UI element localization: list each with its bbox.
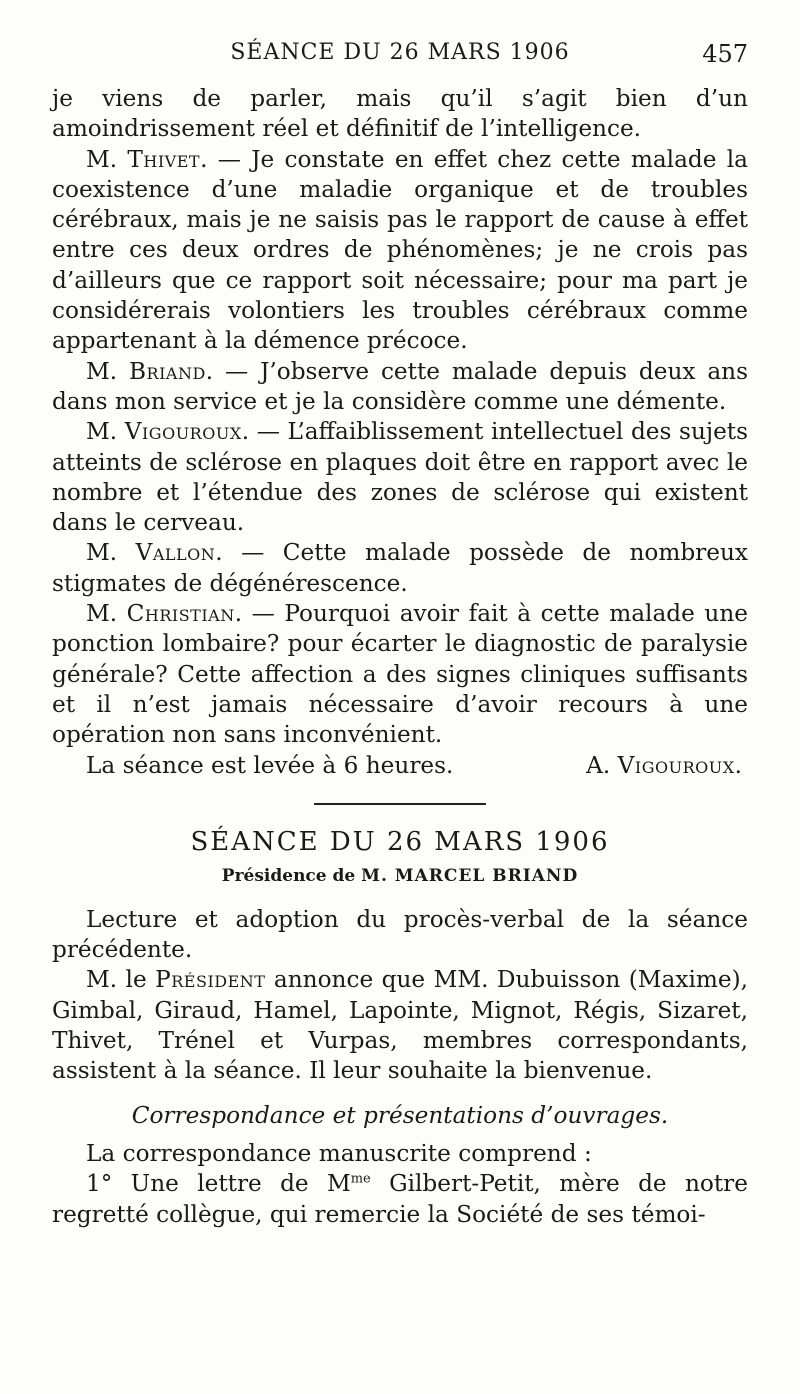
paragraph-president — [52, 965, 748, 1086]
speaker-name: Vallon — [135, 539, 216, 567]
paragraph-text: Lecture et adoption du procès-verbal de la séance précédente. — [52, 905, 748, 964]
paragraph-continuation — [52, 84, 748, 145]
speaker-name: Vigouroux — [124, 418, 242, 446]
running-head: SÉANCE DU 26 MARS 1906 — [230, 40, 570, 65]
superscript: me — [350, 1171, 371, 1187]
paragraph-briand — [52, 357, 748, 418]
speaker-prefix: M. — [86, 145, 128, 173]
speaker-prefix: M. — [86, 357, 129, 385]
subheading-correspondance: Correspondance et présentations d’ouvrages. — [131, 1101, 669, 1129]
paragraph-letter — [52, 1169, 748, 1230]
closing-line — [52, 751, 748, 781]
speaker-prefix: M. — [86, 539, 136, 567]
paragraph-minutes — [52, 905, 748, 966]
paragraph-text: Une lettre de M — [112, 1170, 351, 1198]
paragraph-text: . — L’affaiblissement intellectuel des sujets atteints de sclérose en plaques doit être en rapport avec le nombre et l’étendue des zones de sclérose qui existent dans le cerveau. — [52, 418, 749, 537]
president-prefix: M. le — [86, 966, 156, 994]
signature — [586, 751, 742, 781]
paragraph-text: . — Pourquoi avoir fait à cette malade une ponction lombaire? pour écarter le diagnostic de paralysie générale? Cette affection a des signes cliniques suffisants et il n’est jamais nécessaire d’avoir recours à une opération non sans inconvénient. — [52, 600, 748, 749]
signature-prefix: A. — [586, 751, 618, 779]
speaker-name: Thivet — [127, 145, 201, 173]
paragraph-text: . — J’observe cette malade depuis deux ans dans mon service et je la considère comme une démente. — [52, 357, 748, 415]
list-number: 1° — [86, 1170, 113, 1198]
speaker-prefix: M. — [86, 418, 125, 446]
signature-suffix: . — [734, 751, 742, 779]
paragraph-thivet — [52, 145, 748, 357]
paragraph-christian — [52, 599, 748, 750]
section-divider — [314, 803, 486, 805]
president-title: Président — [155, 966, 266, 994]
signature-name: Vigouroux — [617, 751, 735, 779]
speaker-name: Christian — [126, 600, 235, 628]
section-title: SÉANCE DU 26 MARS 1906 — [190, 826, 610, 857]
paragraph-vallon — [52, 538, 748, 599]
paragraph-text: Gilbert-Petit, mère de notre regretté collègue, qui remercie la Société de ses témoi- — [52, 1170, 748, 1228]
closing-text: La séance est levée à 6 heures. — [86, 751, 454, 779]
presidency-name: M. MARCEL BRIAND — [361, 865, 579, 886]
presidency-line — [52, 863, 748, 889]
page-header — [0, 36, 800, 76]
paragraph-vigouroux — [52, 417, 748, 538]
paragraph-text: annonce que MM. Dubuisson (Maxime), Gimbal, Giraud, Hamel, Lapointe, Mignot, Régis, Sizaret, Thivet, Trénel et Vurpas, membres correspondants, assistent à la séance. Il leur souhaite la bienvenue. — [52, 966, 748, 1085]
paragraph-text: je viens de parler, mais qu’il s’agit bien d’un amoindrissement réel et définitif de l’intelligence. — [52, 85, 748, 143]
page-number: 457 — [702, 40, 748, 68]
speaker-name: Briand — [128, 357, 206, 385]
presidency-prefix: Présidence de — [221, 865, 362, 886]
paragraph-correspondance — [52, 1139, 748, 1169]
paragraph-text: . — Cette malade possède de nombreux stigmates de dégénérescence. — [52, 539, 749, 597]
page-body — [52, 84, 748, 1230]
paragraph-text: . — Je constate en effet chez cette malade la coexistence d’une maladie organique et de troubles cérébraux, mais je ne saisis pas le rapport de cause à effet entre ces deux ordres de phénomènes; je ne crois pas d’ailleurs que ce rapport soit nécessaire; pour ma part je considérerais volontiers les troubles cérébraux comme appartenant à la démence précoce. — [52, 145, 748, 355]
speaker-prefix: M. — [86, 600, 127, 628]
paragraph-text: La correspondance manuscrite comprend : — [86, 1139, 592, 1167]
